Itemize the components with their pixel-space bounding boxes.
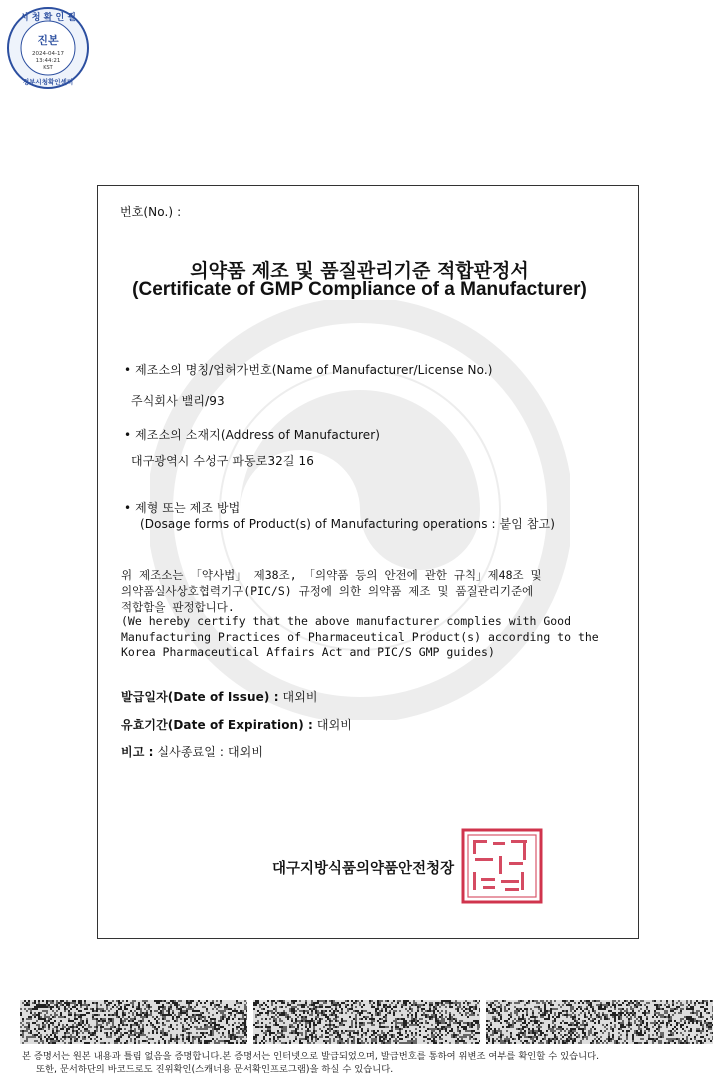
statement-ko-line-2: 의약품실사상호협력기구(PIC/S) 규정에 의한 의약품 제조 및 품질관리기준에 — [121, 584, 534, 598]
issue-date-row — [121, 688, 318, 705]
official-seal-stamp — [461, 828, 543, 904]
seal-date: 2024-04-17 — [32, 51, 64, 57]
seal-time: 13:44:21 — [35, 58, 61, 64]
statement-ko-line-1: 위 제조소는 「약사법」 제38조, 「의약품 등의 안전에 관한 규칙」제48조 및 — [121, 568, 542, 582]
expiry-date-label: 유효기간(Date of Expiration) : — [121, 718, 313, 732]
expiry-date-row — [121, 716, 352, 733]
verification-barcode-1 — [20, 1000, 247, 1044]
remark-label: 비고 : — [121, 745, 154, 759]
footer-notice-line-1: 본 증명서는 원본 내용과 틀림 없음을 증명합니다.본 증명서는 인터넷으로 발급되었으며, 발급번호를 통하여 위변조 여부를 확인할 수 있습니다. — [22, 1051, 600, 1062]
statement-ko-line-3: 적합함을 판정합니다. — [121, 600, 235, 614]
seal-ring-text: 시 청 확 인 필 — [19, 13, 77, 23]
seal-center-label: 진본 — [37, 34, 59, 47]
verification-barcode-2 — [253, 1000, 480, 1044]
certificate-number-label: 번호(No.) : — [120, 205, 182, 219]
dosage-forms-label: • 제형 또는 제조 방법 — [124, 501, 241, 515]
expiry-date-value: 대외비 — [316, 718, 352, 732]
verification-barcode-3 — [486, 1000, 713, 1044]
issue-date-label: 발급일자(Date of Issue) : — [121, 690, 279, 704]
manufacturer-address-value: 대구광역시 수성구 파동로32길 16 — [131, 454, 314, 468]
seal-bottom-text: 정부시청확인센터 — [22, 78, 74, 86]
manufacturer-name-value: 주식회사 밸리/93 — [131, 394, 225, 408]
manufacturer-name-label: • 제조소의 명칭/업허가번호(Name of Manufacturer/License No.) — [124, 363, 493, 377]
authenticity-seal — [6, 6, 90, 90]
certificate-title-korean: 의약품 제조 및 품질관리기준 적합판정서 — [190, 260, 529, 282]
manufacturer-address-label: • 제조소의 소재지(Address of Manufacturer) — [124, 428, 381, 442]
seal-zone: KST — [43, 65, 53, 71]
dosage-forms-value: (Dosage forms of Product(s) of Manufacturing operations : 붙임 참고) — [140, 517, 555, 531]
certificate-title-english: (Certificate of GMP Compliance of a Manufacturer) — [132, 279, 587, 300]
footer-notice-line-2: 또한, 문서하단의 바코드로도 진위확인(스캐너용 문서확인프로그램)을 하실 수 있습니다. — [36, 1064, 394, 1075]
issue-date-value: 대외비 — [282, 690, 318, 704]
remark-value: 대외비 — [227, 745, 264, 759]
statement-en-line-1: (We hereby certify that the above manufacturer complies with Good — [121, 614, 572, 628]
remark-sub-label: 실사종료일 : — [157, 745, 225, 759]
statement-en-line-3: Korea Pharmaceutical Affairs Act and PIC/S GMP guides) — [121, 645, 495, 659]
remark-row — [121, 743, 263, 760]
issuing-authority: 대구지방식품의약품안전청장 — [272, 861, 455, 877]
statement-en-line-2: Manufacturing Practices of Pharmaceutical Product(s) according to the — [121, 630, 599, 644]
